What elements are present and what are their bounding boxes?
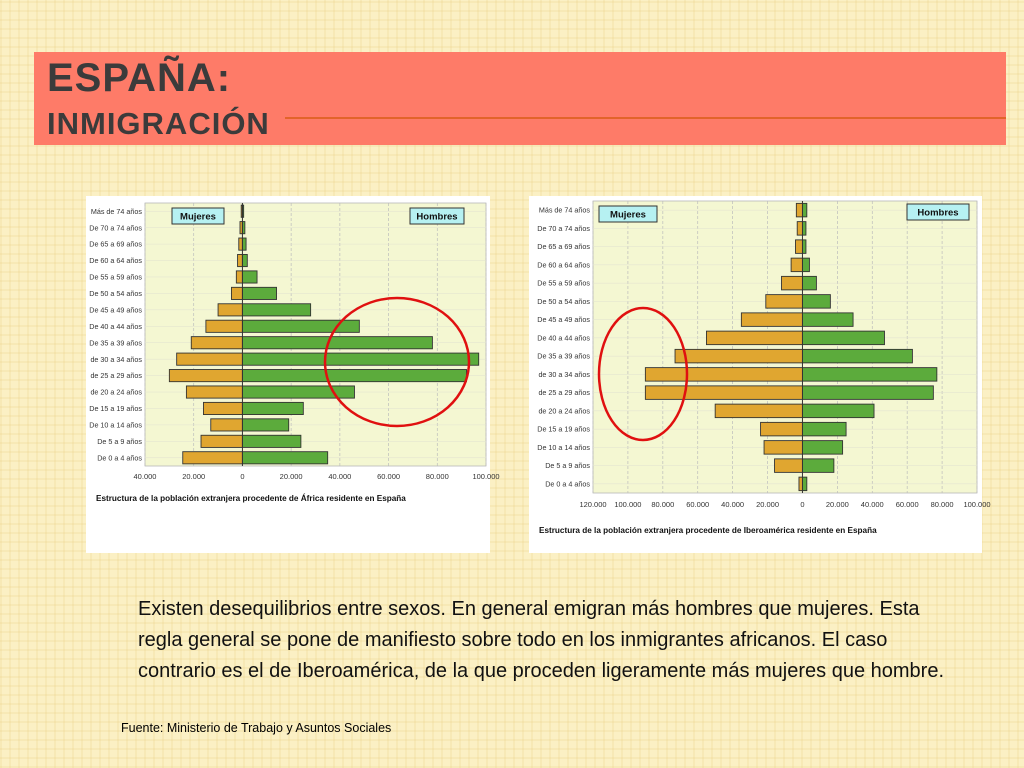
bar-mujeres — [766, 295, 803, 309]
bar-mujeres — [169, 370, 242, 382]
x-tick-label: 100.000 — [472, 472, 500, 481]
bar-mujeres — [775, 459, 803, 473]
bar-mujeres — [675, 349, 802, 363]
bar-mujeres — [645, 368, 802, 382]
source-note: Fuente: Ministerio de Trabajo y Asuntos Sociales — [121, 721, 392, 735]
y-category-label: de 30 a 34 años — [538, 369, 590, 379]
bar-mujeres — [183, 452, 243, 464]
x-tick-label: 100.000 — [614, 500, 642, 509]
bar-hombres — [802, 441, 842, 455]
bar-hombres — [802, 331, 884, 345]
x-tick-label: 40.000 — [328, 472, 352, 481]
x-tick-label: 40.000 — [721, 500, 745, 509]
x-tick-label: 80.000 — [930, 500, 954, 509]
bar-hombres — [242, 304, 310, 316]
bar-hombres — [802, 349, 912, 363]
bar-hombres — [242, 402, 303, 414]
title-rule — [285, 117, 1006, 119]
y-category-label: De 15 a 19 años — [89, 404, 142, 414]
y-category-label: De 0 a 4 años — [545, 479, 590, 489]
bar-mujeres — [218, 304, 242, 316]
y-category-label: de 30 a 34 años — [90, 354, 142, 364]
bar-mujeres — [761, 422, 803, 436]
bar-hombres — [802, 404, 874, 418]
bar-mujeres — [741, 313, 802, 327]
bar-hombres — [802, 313, 853, 327]
x-tick-label: 60.000 — [686, 500, 710, 509]
y-category-label: De 15 a 19 años — [537, 424, 590, 434]
x-tick-label: 100.000 — [963, 500, 991, 509]
x-tick-label: 60.000 — [377, 472, 401, 481]
bar-hombres — [802, 222, 805, 236]
bar-mujeres — [782, 276, 803, 290]
y-category-label: De 5 a 9 años — [545, 461, 590, 471]
y-category-label: De 65 a 69 años — [89, 239, 142, 249]
y-category-label: De 50 a 54 años — [89, 289, 142, 299]
y-category-label: De 10 a 14 años — [537, 442, 590, 452]
x-tick-label: 0 — [800, 500, 805, 509]
y-category-label: de 20 a 24 años — [538, 406, 590, 416]
x-tick-label: 80.000 — [425, 472, 449, 481]
y-category-label: De 5 a 9 años — [97, 436, 142, 446]
y-category-label: De 70 a 74 años — [89, 223, 142, 233]
bar-mujeres — [211, 419, 243, 431]
y-category-label: de 20 a 24 años — [90, 387, 142, 397]
bar-hombres — [802, 203, 806, 217]
chart-iberoamerica — [529, 196, 991, 553]
plot-area — [145, 203, 486, 466]
y-category-label: De 70 a 74 años — [537, 223, 590, 233]
bar-hombres — [242, 435, 300, 447]
bar-hombres — [242, 386, 354, 398]
y-category-label: De 55 a 59 años — [537, 278, 590, 288]
legend-label: Mujeres — [180, 211, 216, 223]
bar-mujeres — [206, 320, 243, 332]
legend-label: Hombres — [917, 207, 959, 219]
y-category-label: Más de 74 años — [538, 205, 590, 215]
bar-mujeres — [191, 337, 242, 349]
y-category-label: De 0 a 4 años — [97, 453, 142, 463]
bar-hombres — [242, 370, 466, 382]
y-category-label: De 50 a 54 años — [537, 296, 590, 306]
bar-hombres — [802, 295, 830, 309]
x-tick-label: 0 — [240, 472, 245, 481]
y-category-label: De 35 a 39 años — [89, 338, 142, 348]
x-tick-label: 40.000 — [860, 500, 884, 509]
bar-hombres — [802, 368, 936, 382]
bar-mujeres — [186, 386, 242, 398]
x-tick-label: 80.000 — [651, 500, 675, 509]
bar-hombres — [802, 422, 846, 436]
bar-mujeres — [238, 254, 243, 266]
bar-mujeres — [764, 441, 802, 455]
bar-hombres — [242, 419, 288, 431]
y-category-label: De 45 a 49 años — [537, 315, 590, 325]
bar-hombres — [802, 459, 833, 473]
bar-hombres — [242, 238, 246, 250]
bar-mujeres — [791, 258, 802, 272]
y-category-label: de 25 a 29 años — [538, 388, 590, 398]
legend-label: Mujeres — [610, 209, 646, 221]
y-category-label: de 25 a 29 años — [90, 371, 142, 381]
chart-title: Estructura de la población extranjera procedente de Iberoamérica residente en España — [539, 526, 877, 535]
bar-mujeres — [799, 477, 802, 491]
x-tick-label: 20.000 — [756, 500, 780, 509]
x-tick-label: 20.000 — [182, 472, 206, 481]
bar-hombres — [802, 276, 816, 290]
chart-title: Estructura de la población extranjera procedente de África residente en España — [96, 494, 406, 503]
legend-label: Hombres — [416, 211, 458, 223]
y-category-label: De 65 a 69 años — [537, 242, 590, 252]
chart-svg — [529, 196, 991, 553]
slide-subtitle: INMIGRACIÓN — [47, 106, 270, 141]
bar-mujeres — [236, 271, 242, 283]
bar-mujeres — [239, 238, 243, 250]
y-category-label: De 40 a 44 años — [537, 333, 590, 343]
y-category-label: De 55 a 59 años — [89, 272, 142, 282]
y-category-label: Más de 74 años — [90, 206, 142, 216]
bar-mujeres — [203, 402, 242, 414]
bar-hombres — [242, 271, 257, 283]
bar-hombres — [242, 353, 478, 365]
bar-hombres — [242, 254, 247, 266]
bar-mujeres — [201, 435, 242, 447]
body-text: Existen desequilibrios entre sexos. En general emigran más hombres que mujeres. Esta regla general se pone de manifiesto sobre todo en los inmigrantes africanos. El caso contrario es el de Iberoamérica, de la que proceden ligeramente más mujeres que hombre. — [138, 598, 944, 682]
x-tick-label: 40.000 — [133, 472, 157, 481]
chart-africa — [86, 196, 500, 553]
x-tick-label: 20.000 — [279, 472, 303, 481]
bar-hombres — [242, 337, 432, 349]
x-tick-label: 120.000 — [579, 500, 607, 509]
x-tick-label: 60.000 — [895, 500, 919, 509]
y-category-label: De 35 a 39 años — [537, 351, 590, 361]
y-category-label: De 40 a 44 años — [89, 321, 142, 331]
y-category-label: De 60 a 64 años — [537, 260, 590, 270]
bar-mujeres — [715, 404, 802, 418]
bar-mujeres — [231, 287, 242, 299]
bar-mujeres — [797, 222, 802, 236]
chart-svg — [86, 196, 500, 553]
bar-mujeres — [706, 331, 802, 345]
bar-mujeres — [795, 240, 802, 254]
y-category-label: De 60 a 64 años — [89, 256, 142, 266]
x-tick-label: 20.000 — [825, 500, 849, 509]
bar-hombres — [242, 287, 276, 299]
y-category-label: De 10 a 14 años — [89, 420, 142, 430]
bar-hombres — [802, 477, 806, 491]
bar-mujeres — [177, 353, 243, 365]
bar-hombres — [802, 258, 809, 272]
bar-mujeres — [796, 203, 802, 217]
bar-hombres — [802, 240, 805, 254]
bar-mujeres — [645, 386, 802, 400]
y-category-label: De 45 a 49 años — [89, 305, 142, 315]
bar-hombres — [242, 452, 327, 464]
slide-title: ESPAÑA: — [47, 56, 232, 100]
bar-hombres — [802, 386, 933, 400]
